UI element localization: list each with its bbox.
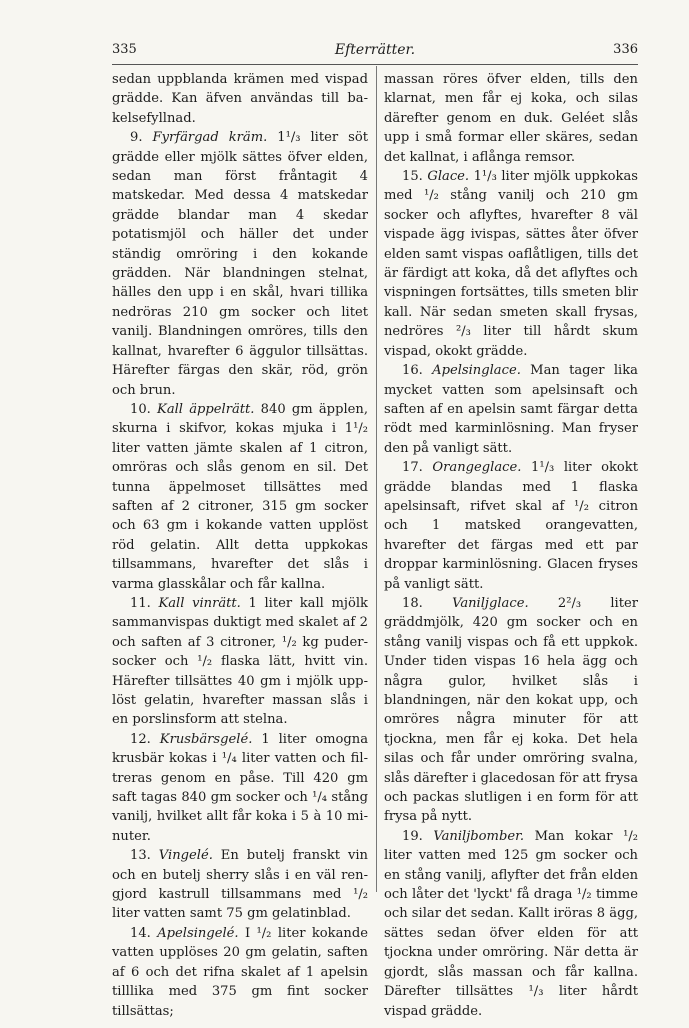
page-number-right: 336 <box>613 42 638 57</box>
recipe-number: 16. <box>402 363 433 379</box>
recipe-paragraph <box>384 827 638 1021</box>
column-divider <box>376 66 377 892</box>
recipe-name: Apelsinglace. <box>432 363 521 379</box>
recipe-name: Glace. <box>427 169 470 185</box>
recipe-text: 1¹/₃ liter okokt grädde blandas med 1 flaska apelsinsaft, rifvet skal af ¹/₂ citron och 1 matsked orangevatten, hvarefter det färgas med ett par droppar karminlösning. Glacen fryses på vanligt sätt. <box>384 460 638 592</box>
recipe-text: 1 liter kall mjölk sammanvispas duktigt med skalet af 2 och saften af 3 citroner, ¹/₂ kg pudersocker och ¹/₂ flaska lätt, hvitt vin. Härefter tillsättes 40 gm i mjölk upplöst gelatin, hvarefter massan slås i en porslinsform att stelna. <box>112 595 368 728</box>
recipe-number: 11. <box>130 595 159 611</box>
recipe-number: 14. <box>130 925 158 941</box>
recipe-number: 13. <box>130 848 159 864</box>
recipe-text: Man kokar ¹/₂ liter vatten med 125 gm socker och en stång vanilj, aflyfter det från elden och låter det 'lyckt' få draga ¹/₂ timme och silar det sedan. Kallt iröras 8 ägg, sättes sedan öfver elden för att tjockna under omröring. När detta är gjordt, slås massan och får kallna. Därefter tillsättes ¹/₃ liter hårdt vispad grädde. <box>384 828 638 1019</box>
recipe-text: 2²/₃ liter gräddmjölk, 420 gm socker och en stång vanilj vispas och få ett uppkok. Under tiden vispas 16 hela ägg och några gulor, hvilket slås i blandningen, när den kokat upp, och omröres några minuter för att tjockna, men får ej koka. Det hela silas och får under omröring svalna, slås därefter i glacedosan för att frysa och packas slutligen i en form för att frysa på nytt. <box>384 595 638 825</box>
recipe-paragraph <box>384 70 638 167</box>
recipe-text: I ¹/₂ liter kokande vatten upplöses 20 gm gelatin, saften af 6 och det rifna skalet af 1 apelsin tilllika med 375 gm fint socker tillsättas; <box>112 925 368 1019</box>
recipe-text: 1¹/₃ liter mjölk uppkokas med ¹/₂ stång vanilj och 210 gm socker och aflyftes, hvarefter 8 väl vispade ägg ivispas, sättes åter öfver elden samt vispas oaflåtligen, tills det är färdigt att koka, då det aflyftes och vispningen fortsättes, tills smeten blir kall. När sedan smeten skall frysas, nedröres ²/₃ liter till hårdt skum vispad, okokt grädde. <box>384 169 638 359</box>
recipe-text: En butelj franskt vin och en butelj sherry slås i en väl rengjord kastrull tillsammans med ¹/₂ liter vatten samt 75 gm gelatinblad. <box>112 848 368 922</box>
recipe-paragraph <box>112 730 368 846</box>
recipe-text: sedan uppblanda krämen med vispad grädde. Kan äfven användas till bakelsefyllnad. <box>112 72 368 126</box>
recipe-name: Vaniljbomber. <box>433 828 525 844</box>
recipe-paragraph <box>384 458 638 594</box>
recipe-text: massan röres öfver elden, tills den klarnat, men får ej koka, och silas därefter genom en duk. Geléet slås upp i små formar eller skäres, sedan det kallnat, i aflånga remsor. <box>384 72 638 165</box>
recipe-number: 12. <box>130 731 160 747</box>
recipe-paragraph <box>384 594 638 827</box>
header-rule <box>112 64 638 65</box>
recipe-name: Kall äppelrätt. <box>157 401 255 417</box>
recipe-name: Orangeglace. <box>432 460 522 476</box>
recipe-number: 15. <box>402 169 428 185</box>
recipe-name: Vingelé. <box>158 848 213 864</box>
recipe-paragraph <box>384 167 638 361</box>
recipe-number: 18. <box>402 595 453 611</box>
recipe-number: 10. <box>130 401 158 417</box>
recipe-paragraph <box>112 128 368 400</box>
recipe-text: 1¹/₃ liter söt grädde eller mjölk sättes öfver elden, sedan man först fråntagit 4 matskedar. Med dessa 4 matskedar grädde blandar man 4 skedar potatismjöl och häller det under ständig omröring i den kokande grädden. När blandningen stelnat, hälles den upp i en skål, hvari tillika nedröras 210 gm socker och litet vanilj. Blandningen omröres, tills den kallnat, hvarefter 6 äggulor tillsättas. Härefter färgas den skär, röd, grön och brun. <box>112 130 368 398</box>
recipe-text: Man tager lika mycket vatten som apelsinsaft och saften af en apelsin samt färgar detta rödt med karminlösning. Man fryser den på vanligt sätt. <box>384 363 638 456</box>
recipe-name: Krusbärsgelé. <box>159 731 253 747</box>
recipe-name: Fyrfärgad kräm. <box>152 130 268 146</box>
recipe-text: 840 gm äpplen, skurna i skifvor, kokas mjuka i 1¹/₂ liter vatten jämte skalen af 1 citron, omröras och slås genom en sil. Det tunna äppelmoset tillsättes med saften af 2 citroner, 315 gm socker och 63 gm i kokande vatten upplöst röd gelatin. Allt detta uppkokas tillsammans, hvarefter det slås i varma glasskålar och får kallna. <box>112 401 368 592</box>
recipe-name: Vaniljglace. <box>452 595 529 611</box>
recipe-paragraph <box>112 594 368 730</box>
page-number-left: 335 <box>112 42 137 57</box>
recipe-number: 9. <box>130 130 153 146</box>
left-column <box>112 70 368 1021</box>
recipe-paragraph <box>112 70 368 128</box>
recipe-number: 19. <box>402 828 434 844</box>
running-title: Efterrätter. <box>334 42 416 58</box>
recipe-name: Apelsingelé. <box>157 925 239 941</box>
recipe-name: Kall vinrätt. <box>158 595 241 611</box>
recipe-text: 1 liter omogna krusbär kokas i ¹/₄ liter vatten och filtreras genom en påse. Till 420 gm saft tagas 840 gm socker och ¹/₄ stång vanilj, hvilket allt får koka i 5 à 10 minuter. <box>112 731 368 844</box>
right-column <box>384 70 638 1021</box>
recipe-paragraph <box>384 361 638 458</box>
running-header <box>112 42 638 62</box>
recipe-paragraph <box>112 846 368 924</box>
recipe-number: 17. <box>402 460 433 476</box>
recipe-paragraph <box>112 400 368 594</box>
recipe-paragraph <box>112 924 368 1021</box>
